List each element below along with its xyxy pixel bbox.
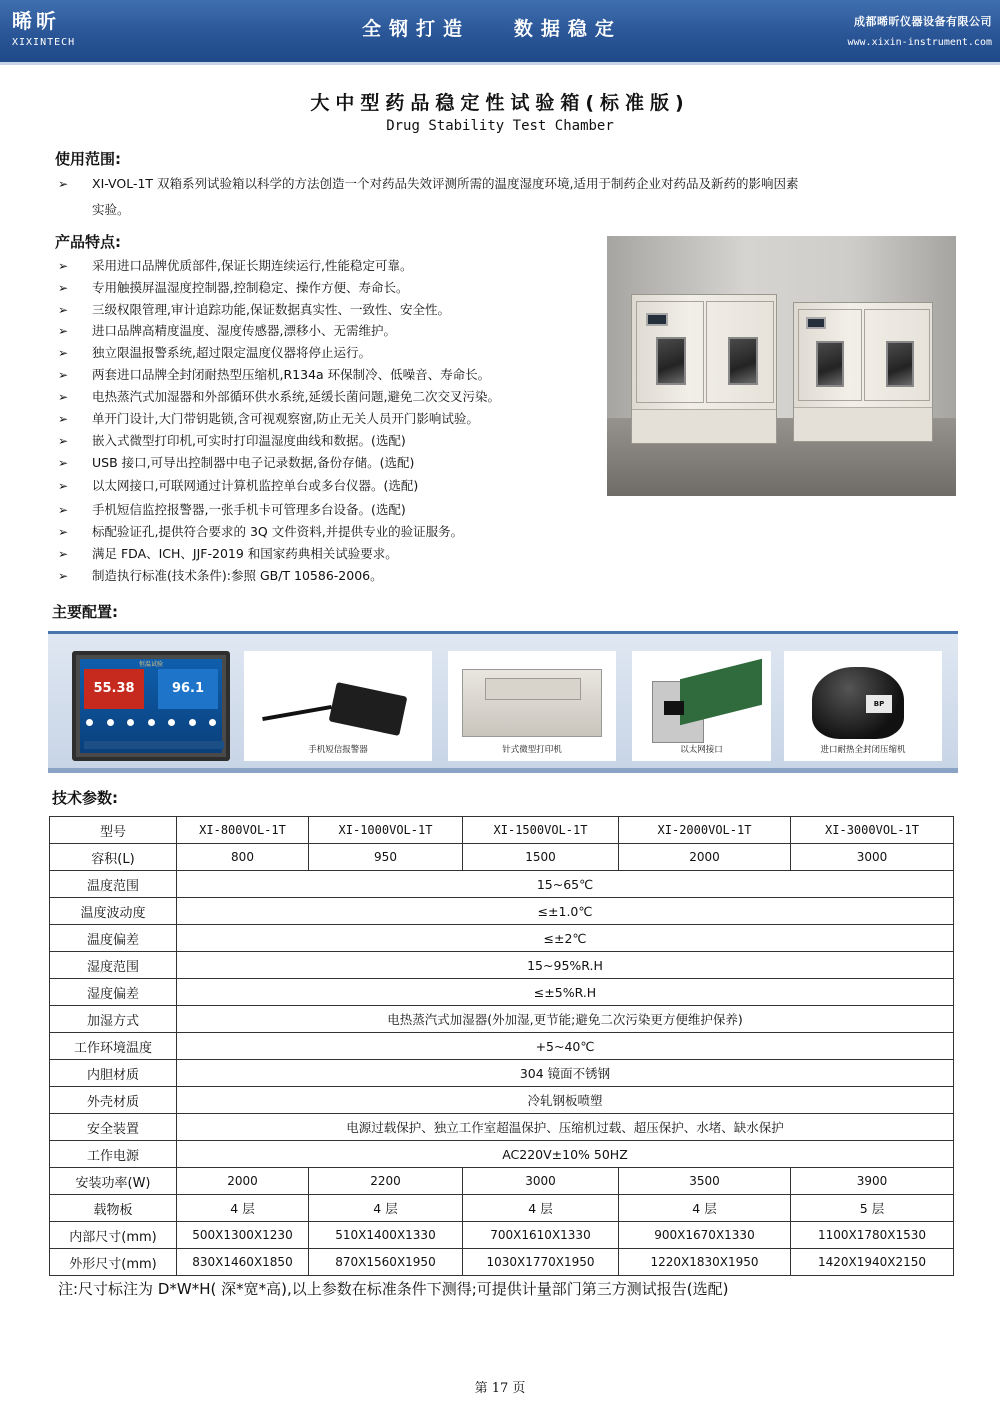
table-cell: 5 层 <box>791 1195 954 1222</box>
compressor-image <box>784 651 942 761</box>
bullet-arrow-icon: ➢ <box>58 456 69 470</box>
config-caption: 针式微型打印机 <box>502 745 562 755</box>
screen-display <box>80 659 222 753</box>
chamber-base <box>794 407 932 441</box>
table-cell: 3000 <box>463 1168 619 1195</box>
table-cell: 1030X1770X1950 <box>463 1249 619 1276</box>
table-cell: 3900 <box>791 1168 954 1195</box>
table-row <box>50 1249 954 1276</box>
chamber-base <box>632 409 776 443</box>
header-slogan: 全钢打造 数据稳定 <box>362 18 622 40</box>
row-label: 温度波动度 <box>50 898 177 925</box>
sms-alarm-image <box>244 651 432 761</box>
row-label: 载物板 <box>50 1195 177 1222</box>
table-cell: XI-1000VOL-1T <box>309 817 463 844</box>
table-cell: 4 层 <box>309 1195 463 1222</box>
table-cell: +5~40℃ <box>177 1033 954 1060</box>
hum-value: 96.1 <box>171 681 205 696</box>
table-cell: XI-1500VOL-1T <box>463 817 619 844</box>
bullet-arrow-icon: ➢ <box>58 390 69 404</box>
bullet-arrow-icon: ➢ <box>58 547 69 561</box>
specs-heading: 技术参数: <box>52 789 118 807</box>
observation-window <box>728 337 758 385</box>
page-header <box>0 0 1000 62</box>
row-label: 温度偏差 <box>50 925 177 952</box>
hum-readout <box>158 669 218 709</box>
config-caption: 手机短信报警器 <box>308 745 368 755</box>
table-row <box>50 1168 954 1195</box>
bullet-arrow-icon: ➢ <box>58 281 69 295</box>
features-heading: 产品特点: <box>55 233 121 251</box>
row-label: 安装功率(W) <box>50 1168 177 1195</box>
row-label: 湿度偏差 <box>50 979 177 1006</box>
table-row <box>50 1087 954 1114</box>
bullet-arrow-icon: ➢ <box>58 259 69 273</box>
chamber-unit <box>631 294 777 444</box>
table-cell: XI-2000VOL-1T <box>619 817 791 844</box>
temp-value: 55.38 <box>93 681 135 696</box>
table-cell: ≤±2℃ <box>177 925 954 952</box>
observation-window <box>816 341 844 387</box>
spec-table <box>49 816 954 1276</box>
screen-status-bar <box>84 741 224 749</box>
antenna-icon <box>262 705 332 721</box>
row-label: 湿度范围 <box>50 952 177 979</box>
feature-text: 电热蒸汽式加湿器和外部循环供水系统,延缓长菌问题,避免二次交叉污染。 <box>92 389 500 404</box>
status-dot-icon <box>86 719 93 726</box>
bullet-arrow-icon: ➢ <box>58 503 69 517</box>
table-cell: 830X1460X1850 <box>177 1249 309 1276</box>
config-caption: 进口耐热全封闭压缩机 <box>820 745 906 755</box>
company-url: www.xixin-instrument.com <box>847 37 992 48</box>
table-cell: 15~65℃ <box>177 871 954 898</box>
bullet-arrow-icon: ➢ <box>58 569 69 583</box>
table-cell: 15~95%R.H <box>177 952 954 979</box>
sms-alarm-box <box>329 682 408 736</box>
observation-window <box>886 341 914 387</box>
feature-text: 标配验证孔,提供符合要求的 3Q 文件资料,并提供专业的验证服务。 <box>92 524 464 539</box>
status-dot-icon <box>107 719 114 726</box>
table-cell: 870X1560X1950 <box>309 1249 463 1276</box>
row-label: 温度范围 <box>50 871 177 898</box>
table-cell: 1100X1780X1530 <box>791 1222 954 1249</box>
table-cell: 3500 <box>619 1168 791 1195</box>
status-dot-icon <box>168 719 175 726</box>
brand-logo-en: XIXINTECH <box>12 37 76 48</box>
table-cell: XI-800VOL-1T <box>177 817 309 844</box>
table-row <box>50 1060 954 1087</box>
page-title: 大中型药品稳定性试验箱(标准版) <box>310 92 690 114</box>
table-cell: XI-3000VOL-1T <box>791 817 954 844</box>
row-label: 安全装置 <box>50 1114 177 1141</box>
table-row <box>50 844 954 871</box>
controller-screen <box>72 651 230 761</box>
rj45-port-icon <box>664 701 684 715</box>
status-dot-icon <box>209 719 216 726</box>
table-row <box>50 898 954 925</box>
feature-text: 独立限温报警系统,超过限定温度仪器将停止运行。 <box>92 345 371 360</box>
status-dot-icon <box>127 719 134 726</box>
page-number: 第 17 页 <box>474 1381 526 1396</box>
status-dot-icon <box>189 719 196 726</box>
table-row <box>50 952 954 979</box>
row-label: 加湿方式 <box>50 1006 177 1033</box>
table-cell: 1420X1940X2150 <box>791 1249 954 1276</box>
table-row <box>50 925 954 952</box>
table-cell: 电源过载保护、独立工作室超温保护、压缩机过载、超压保护、水堵、缺水保护 <box>177 1114 954 1141</box>
config-caption: 以太网接口 <box>680 745 723 755</box>
brand-logo-cn: 晞昕 <box>12 9 60 33</box>
table-cell: 800 <box>177 844 309 871</box>
feature-text: 手机短信监控报警器,一张手机卡可管理多台设备。(选配) <box>92 502 406 517</box>
feature-text: 三级权限管理,审计追踪功能,保证数据真实性、一致性、安全性。 <box>92 302 450 317</box>
table-row <box>50 1141 954 1168</box>
table-row <box>50 1114 954 1141</box>
product-photo <box>607 236 956 496</box>
table-cell: 电热蒸汽式加湿器(外加湿,更节能;避免二次污染更方便维护保养) <box>177 1006 954 1033</box>
row-label: 工作电源 <box>50 1141 177 1168</box>
table-row <box>50 1222 954 1249</box>
printer-body <box>462 669 602 737</box>
table-cell: 700X1610X1330 <box>463 1222 619 1249</box>
screen-icon-row <box>86 719 216 727</box>
control-panel <box>806 317 826 329</box>
table-cell: 2000 <box>177 1168 309 1195</box>
header-divider <box>0 62 1000 65</box>
table-row <box>50 1033 954 1060</box>
bullet-arrow-icon: ➢ <box>58 368 69 382</box>
table-cell: 1500 <box>463 844 619 871</box>
feature-text: 进口品牌高精度温度、湿度传感器,漂移小、无需维护。 <box>92 323 396 338</box>
feature-text: 以太网接口,可联网通过计算机监控单台或多台仪器。(选配) <box>92 478 419 493</box>
table-cell: AC220V±10% 50HZ <box>177 1141 954 1168</box>
company-name: 成都晞昕仪器设备有限公司 <box>854 15 992 28</box>
temp-readout <box>84 669 144 709</box>
bullet-arrow-icon: ➢ <box>58 346 69 360</box>
bullet-arrow-icon: ➢ <box>58 434 69 448</box>
table-cell: ≤±5%R.H <box>177 979 954 1006</box>
table-cell: 500X1300X1230 <box>177 1222 309 1249</box>
ethernet-image <box>632 651 771 761</box>
table-row <box>50 817 954 844</box>
compressor-label: BP <box>866 695 892 713</box>
table-cell: 4 层 <box>463 1195 619 1222</box>
row-label: 容积(L) <box>50 844 177 871</box>
feature-text: 单开门设计,大门带钥匙锁,含可视观察窗,防止无关人员开门影响试验。 <box>92 411 479 426</box>
bullet-arrow-icon: ➢ <box>58 303 69 317</box>
feature-text: USB 接口,可导出控制器中电子记录数据,备份存储。(选配) <box>92 455 415 470</box>
status-dot-icon <box>148 719 155 726</box>
table-cell: 4 层 <box>619 1195 791 1222</box>
table-row <box>50 1006 954 1033</box>
table-row <box>50 871 954 898</box>
table-row <box>50 979 954 1006</box>
bullet-arrow-icon: ➢ <box>58 177 69 191</box>
bullet-arrow-icon: ➢ <box>58 479 69 493</box>
printer-image <box>448 651 616 761</box>
row-label: 外壳材质 <box>50 1087 177 1114</box>
row-label: 内胆材质 <box>50 1060 177 1087</box>
feature-text: 制造执行标准(技术条件):参照 GB/T 10586-2006。 <box>92 568 383 583</box>
feature-text: 嵌入式微型打印机,可实时打印温湿度曲线和数据。(选配) <box>92 433 406 448</box>
printer-slot <box>485 678 581 700</box>
bullet-arrow-icon: ➢ <box>58 324 69 338</box>
table-cell: 304 镜面不锈钢 <box>177 1060 954 1087</box>
table-cell: 3000 <box>791 844 954 871</box>
row-label: 工作环境温度 <box>50 1033 177 1060</box>
ethernet-pcb <box>680 659 762 725</box>
table-cell: 冷轧钢板喷塑 <box>177 1087 954 1114</box>
observation-window <box>656 337 686 385</box>
screen-title: 恒温试验 <box>138 661 163 668</box>
bullet-arrow-icon: ➢ <box>58 412 69 426</box>
feature-text: 两套进口品牌全封闭耐热型压缩机,R134a 环保制冷、低噪音、寿命长。 <box>92 367 491 382</box>
table-cell: 900X1670X1330 <box>619 1222 791 1249</box>
table-footnote: 注:尺寸标注为 D*W*H( 深*宽*高),以上参数在标准条件下测得;可提供计量部门第三方测试报告(选配) <box>58 1280 729 1298</box>
config-heading: 主要配置: <box>52 603 118 621</box>
row-label: 型号 <box>50 817 177 844</box>
usage-text-line2: 实验。 <box>92 202 130 217</box>
bullet-arrow-icon: ➢ <box>58 525 69 539</box>
table-cell: 2200 <box>309 1168 463 1195</box>
table-cell: 1220X1830X1950 <box>619 1249 791 1276</box>
usage-heading: 使用范围: <box>55 150 121 168</box>
table-cell: ≤±1.0℃ <box>177 898 954 925</box>
table-row <box>50 1195 954 1222</box>
control-panel <box>646 313 668 326</box>
feature-text: 专用触摸屏温湿度控制器,控制稳定、操作方便、寿命长。 <box>92 280 409 295</box>
table-cell: 2000 <box>619 844 791 871</box>
row-label: 内部尺寸(mm) <box>50 1222 177 1249</box>
feature-text: 满足 FDA、ICH、JJF-2019 和国家药典相关试验要求。 <box>92 546 398 561</box>
page-subtitle: Drug Stability Test Chamber <box>386 118 614 134</box>
row-label: 外形尺寸(mm) <box>50 1249 177 1276</box>
usage-text-line1: XI-VOL-1T 双箱系列试验箱以科学的方法创造一个对药品失效评测所需的温度湿度环境,适用于制药企业对药品及新药的影响因素 <box>92 176 799 191</box>
chamber-unit <box>793 302 933 442</box>
table-cell: 4 层 <box>177 1195 309 1222</box>
feature-text: 采用进口品牌优质部件,保证长期连续运行,性能稳定可靠。 <box>92 258 413 273</box>
config-strip <box>48 631 958 773</box>
table-cell: 950 <box>309 844 463 871</box>
table-cell: 510X1400X1330 <box>309 1222 463 1249</box>
